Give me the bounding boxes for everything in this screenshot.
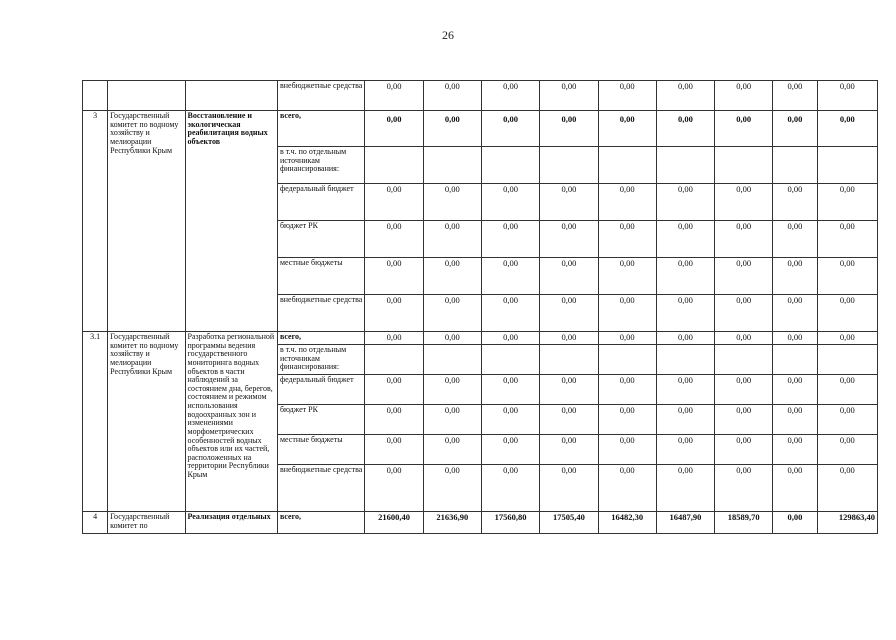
value-cell: 0,00 <box>773 81 817 111</box>
row-number-cell: 4 <box>83 512 108 534</box>
value-cell: 0,00 <box>598 221 656 258</box>
value-cell <box>481 147 539 184</box>
value-cell: 0,00 <box>715 258 773 295</box>
value-cell: 0,00 <box>540 465 598 512</box>
value-cell: 0,00 <box>540 111 598 147</box>
value-cell: 0,00 <box>540 332 598 345</box>
value-cell: 0,00 <box>481 184 539 221</box>
page-number: 26 <box>442 28 454 42</box>
value-cell: 0,00 <box>817 435 877 465</box>
value-cell: 0,00 <box>598 295 656 332</box>
value-cell: 0,00 <box>423 184 481 221</box>
value-cell: 0,00 <box>715 111 773 147</box>
value-cell <box>715 345 773 375</box>
value-cell: 0,00 <box>715 332 773 345</box>
table-row <box>83 111 878 147</box>
value-cell: 0,00 <box>656 111 714 147</box>
value-cell: 0,00 <box>656 221 714 258</box>
value-cell: 0,00 <box>773 295 817 332</box>
value-cell: 17505,40 <box>540 512 598 534</box>
value-cell: 0,00 <box>817 332 877 345</box>
value-cell: 0,00 <box>365 81 423 111</box>
value-cell: 129863,40 <box>817 512 877 534</box>
value-cell: 0,00 <box>540 375 598 405</box>
value-cell: 0,00 <box>817 221 877 258</box>
row-number-cell: 3.1 <box>83 332 108 512</box>
value-cell: 0,00 <box>817 405 877 435</box>
value-cell: 0,00 <box>656 465 714 512</box>
value-cell: 0,00 <box>423 405 481 435</box>
value-cell: 0,00 <box>773 184 817 221</box>
executor-cell: Государственный комитет по водному хозяйству и мелиорации Республики Крым <box>108 332 185 512</box>
value-cell: 0,00 <box>598 435 656 465</box>
value-cell: 0,00 <box>540 81 598 111</box>
funding-source-cell: федеральный бюджет <box>277 375 364 405</box>
value-cell: 0,00 <box>715 184 773 221</box>
value-cell: 0,00 <box>817 258 877 295</box>
value-cell: 0,00 <box>423 221 481 258</box>
executor-cell: Государственный комитет по <box>108 512 185 534</box>
value-cell: 0,00 <box>598 465 656 512</box>
value-cell: 0,00 <box>817 184 877 221</box>
value-cell: 0,00 <box>817 295 877 332</box>
value-cell: 0,00 <box>481 375 539 405</box>
value-cell: 0,00 <box>365 221 423 258</box>
value-cell: 0,00 <box>598 184 656 221</box>
value-cell: 0,00 <box>481 405 539 435</box>
value-cell: 0,00 <box>598 258 656 295</box>
funding-source-cell: всего, <box>277 332 364 345</box>
value-cell: 0,00 <box>365 295 423 332</box>
value-cell: 0,00 <box>656 258 714 295</box>
value-cell: 0,00 <box>773 435 817 465</box>
executor-cell: Государственный комитет по водному хозяйству и мелиорации Республики Крым <box>108 111 185 332</box>
value-cell <box>540 345 598 375</box>
value-cell <box>423 345 481 375</box>
value-cell: 0,00 <box>817 465 877 512</box>
funding-source-cell: местные бюджеты <box>277 435 364 465</box>
value-cell: 0,00 <box>598 405 656 435</box>
value-cell <box>773 147 817 184</box>
value-cell <box>773 345 817 375</box>
value-cell: 0,00 <box>365 258 423 295</box>
value-cell: 0,00 <box>365 111 423 147</box>
activity-name-cell: Восстановление и экологическая реабилитация водных объектов <box>185 111 277 332</box>
value-cell <box>598 345 656 375</box>
executor-cell <box>108 81 185 111</box>
funding-source-cell: в т.ч. по отдельным источникам финансирования: <box>277 147 364 184</box>
value-cell <box>656 345 714 375</box>
funding-source-cell: внебюджетные средства <box>277 465 364 512</box>
funding-source-cell: федеральный бюджет <box>277 184 364 221</box>
value-cell: 0,00 <box>817 81 877 111</box>
value-cell: 0,00 <box>540 258 598 295</box>
value-cell <box>656 147 714 184</box>
value-cell <box>817 147 877 184</box>
value-cell: 0,00 <box>715 465 773 512</box>
value-cell: 21600,40 <box>365 512 423 534</box>
funding-source-cell: внебюджетные средства <box>277 295 364 332</box>
value-cell: 18589,70 <box>715 512 773 534</box>
value-cell: 0,00 <box>481 332 539 345</box>
value-cell <box>817 345 877 375</box>
value-cell: 0,00 <box>715 405 773 435</box>
value-cell: 0,00 <box>715 221 773 258</box>
value-cell <box>540 147 598 184</box>
value-cell: 0,00 <box>481 465 539 512</box>
value-cell <box>423 147 481 184</box>
funding-source-cell: всего, <box>277 512 364 534</box>
value-cell: 0,00 <box>481 435 539 465</box>
value-cell: 0,00 <box>817 111 877 147</box>
value-cell: 0,00 <box>365 405 423 435</box>
value-cell: 0,00 <box>423 258 481 295</box>
value-cell: 0,00 <box>656 375 714 405</box>
activity-name-cell: Разработка региональной программы ведения государственного мониторинга водных объектов в части наблюдений за состоянием дна, берегов, состоянием и режимом использования водоохранных зон и изменениями морфометрических особенностей водных объектов или их частей, расположенных на территории Республики Крым <box>185 332 277 512</box>
value-cell: 0,00 <box>481 81 539 111</box>
value-cell: 0,00 <box>656 435 714 465</box>
value-cell: 0,00 <box>773 111 817 147</box>
value-cell: 0,00 <box>773 221 817 258</box>
value-cell: 0,00 <box>773 465 817 512</box>
value-cell: 0,00 <box>423 111 481 147</box>
value-cell: 0,00 <box>773 405 817 435</box>
value-cell: 0,00 <box>715 375 773 405</box>
value-cell: 0,00 <box>365 332 423 345</box>
value-cell <box>598 147 656 184</box>
value-cell: 0,00 <box>423 81 481 111</box>
value-cell: 0,00 <box>481 111 539 147</box>
value-cell: 16487,90 <box>656 512 714 534</box>
value-cell: 0,00 <box>481 295 539 332</box>
row-number-cell: 3 <box>83 111 108 332</box>
value-cell: 0,00 <box>365 435 423 465</box>
value-cell: 0,00 <box>656 184 714 221</box>
value-cell: 0,00 <box>365 375 423 405</box>
value-cell: 0,00 <box>540 435 598 465</box>
value-cell: 0,00 <box>423 375 481 405</box>
value-cell: 0,00 <box>423 435 481 465</box>
funding-source-cell: в т.ч. по отдельным источникам финансирования: <box>277 345 364 375</box>
value-cell: 0,00 <box>773 258 817 295</box>
value-cell: 0,00 <box>423 332 481 345</box>
value-cell: 0,00 <box>715 295 773 332</box>
value-cell <box>715 147 773 184</box>
value-cell <box>481 345 539 375</box>
value-cell: 0,00 <box>540 295 598 332</box>
value-cell: 16482,30 <box>598 512 656 534</box>
funding-source-cell: бюджет РК <box>277 405 364 435</box>
value-cell: 0,00 <box>656 81 714 111</box>
value-cell: 0,00 <box>773 512 817 534</box>
value-cell: 21636,90 <box>423 512 481 534</box>
value-cell: 0,00 <box>598 81 656 111</box>
row-number-cell <box>83 81 108 111</box>
value-cell <box>365 345 423 375</box>
budget-table <box>82 80 878 534</box>
funding-source-cell: бюджет РК <box>277 221 364 258</box>
value-cell: 0,00 <box>540 221 598 258</box>
value-cell: 0,00 <box>715 81 773 111</box>
value-cell: 0,00 <box>481 221 539 258</box>
value-cell: 0,00 <box>540 405 598 435</box>
activity-name-cell: Реализация отдельных <box>185 512 277 534</box>
value-cell: 0,00 <box>773 332 817 345</box>
value-cell: 17560,80 <box>481 512 539 534</box>
funding-source-cell: всего, <box>277 111 364 147</box>
value-cell: 0,00 <box>365 465 423 512</box>
value-cell: 0,00 <box>365 184 423 221</box>
activity-name-cell <box>185 81 277 111</box>
value-cell: 0,00 <box>423 295 481 332</box>
table-row <box>83 512 878 534</box>
value-cell: 0,00 <box>773 375 817 405</box>
value-cell: 0,00 <box>656 405 714 435</box>
value-cell: 0,00 <box>598 111 656 147</box>
value-cell: 0,00 <box>817 375 877 405</box>
funding-source-cell: местные бюджеты <box>277 258 364 295</box>
table-row <box>83 81 878 111</box>
funding-source-cell: внебюджетные средства <box>277 81 364 111</box>
value-cell: 0,00 <box>481 258 539 295</box>
value-cell: 0,00 <box>598 332 656 345</box>
value-cell: 0,00 <box>598 375 656 405</box>
value-cell: 0,00 <box>540 184 598 221</box>
table-row <box>83 332 878 345</box>
value-cell <box>365 147 423 184</box>
value-cell: 0,00 <box>715 435 773 465</box>
value-cell: 0,00 <box>656 332 714 345</box>
value-cell: 0,00 <box>656 295 714 332</box>
value-cell: 0,00 <box>423 465 481 512</box>
